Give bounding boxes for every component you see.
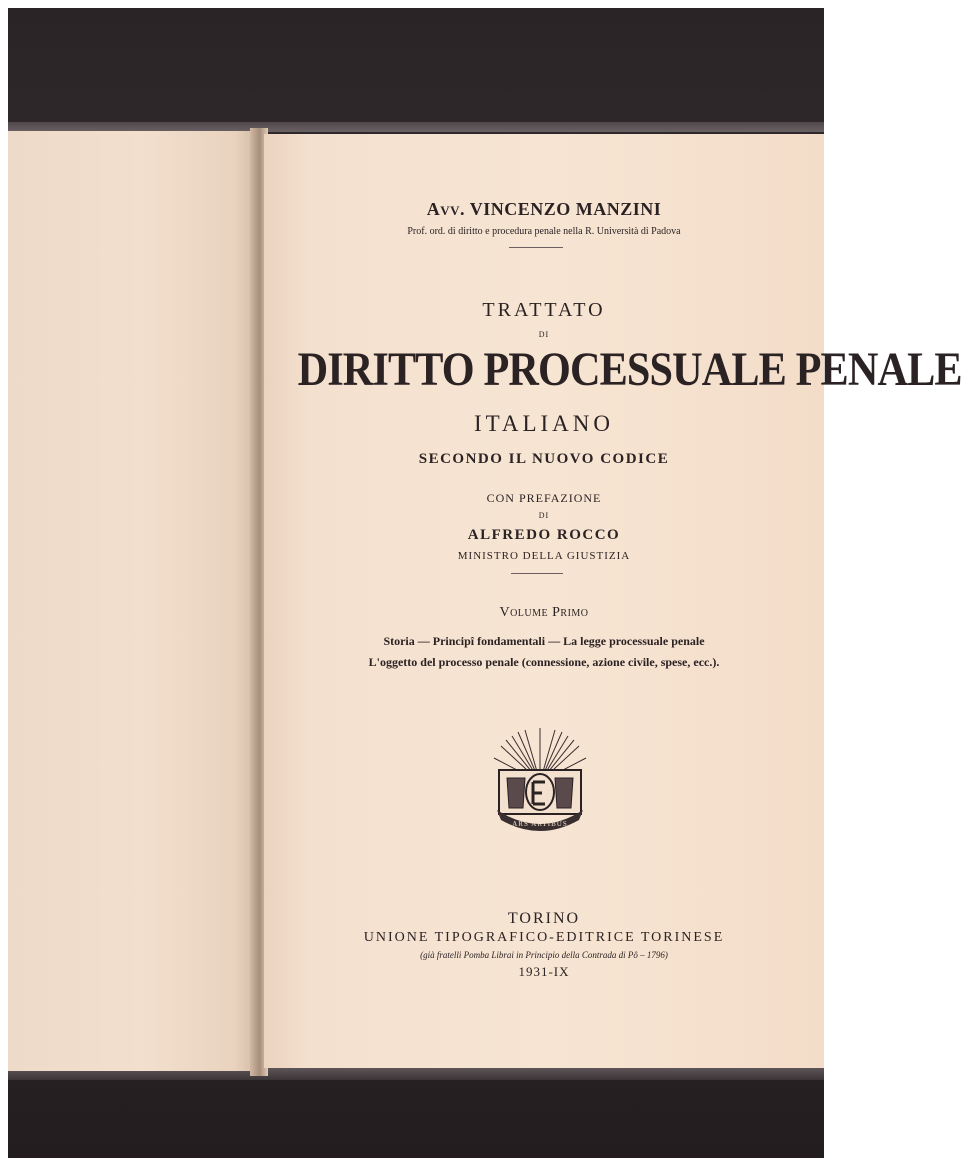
publisher-note: (già fratelli Pomba Librai in Principio della Contrada di Pô – 1796) [420, 950, 668, 960]
author-prefix: Avv. [426, 199, 466, 219]
author-name: VINCENZO MANZINI [469, 199, 662, 219]
publisher-emblem-icon [485, 720, 595, 838]
main-title: DIRITTO PROCESSUALE PENALE [297, 343, 962, 396]
divider-rule [509, 247, 563, 248]
treatise-label: TRATTATO [482, 299, 606, 321]
connector-di: DI [538, 330, 550, 339]
preface-label: CON PREFAZIONE [486, 491, 602, 505]
publisher-city: TORINO [507, 910, 581, 927]
author-line [264, 199, 824, 220]
connector-di-preface: DI [538, 511, 550, 520]
author-title: Prof. ord. di diritto e procedura penale nella R. Università di Padova [407, 226, 681, 237]
code-line: SECONDO IL NUOVO CODICE [418, 451, 670, 467]
preface-author: ALFREDO ROCCO [467, 527, 621, 543]
subtitle: ITALIANO [473, 411, 614, 436]
publication-year: 1931-IX [518, 964, 570, 979]
volume-label: Volume Primo [499, 605, 589, 620]
svg-text:ARS ARTIBUS: ARS ARTIBUS [512, 820, 568, 828]
contents-line: L'oggetto del processo penale (connessione, azione civile, spese, ecc.). [368, 655, 720, 669]
publisher-name: UNIONE TIPOGRAFICO-EDITRICE TORINESE [363, 930, 725, 945]
contents-line: Storia — Principî fondamentali — La legge processuale penale [383, 634, 705, 648]
preface-author-role: MINISTRO DELLA GIUSTIZIA [457, 550, 631, 562]
divider-rule [511, 573, 563, 574]
left-page [8, 131, 254, 1071]
